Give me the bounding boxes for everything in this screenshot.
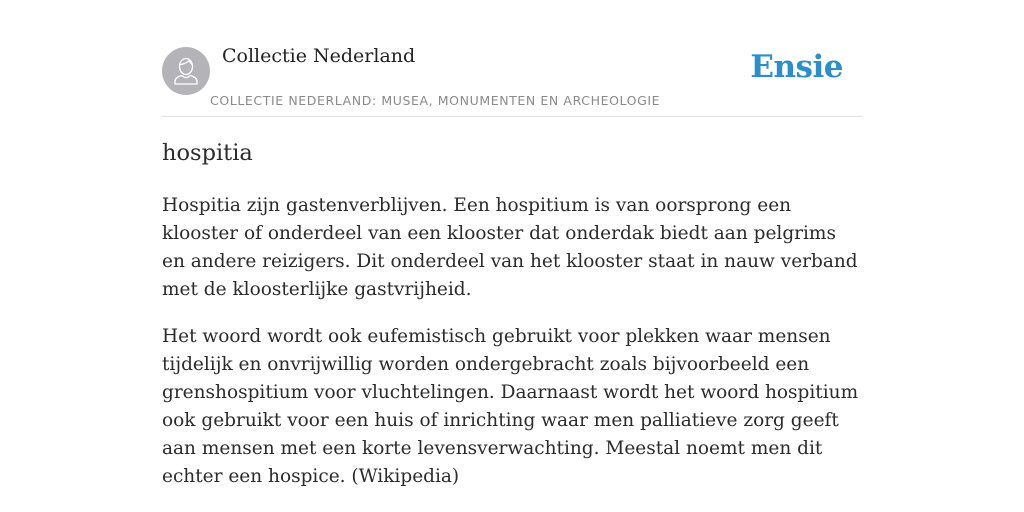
user-silhouette-icon [162,47,210,95]
entry-header [162,0,862,117]
entry-title: hospitia [162,140,253,166]
entry-paragraph-2: Het woord wordt ook eufemistisch gebruikt voor plekken waar mensen tijdelijk en onvrijwillig worden ondergebracht zoals bijvoorbeeld een grenshospitium voor vluchtelingen. Daarnaast wordt het woord hospitium ook gebruikt voor een huis of inrichting waar men palliatieve zorg geeft aan mensen met een korte levensverwachting. Meestal noemt men dit echter een hospice. (Wikipedia) [162,326,859,487]
entry-card [162,0,862,512]
entry-body [162,192,862,510]
author-avatar[interactable] [162,47,210,95]
brand-logo[interactable]: Ensie [750,49,843,85]
author-name[interactable]: Collectie Nederland [222,45,416,67]
author-subtitle: COLLECTIE NEDERLAND: MUSEA, MONUMENTEN EN ARCHEOLOGIE [210,93,661,108]
entry-paragraph-1: Hospitia zijn gastenverblijven. Een hospitium is van oorsprong een klooster of onderdeel van een klooster dat onderdak biedt aan pelgrims en andere reizigers. Dit onderdeel van het klooster staat in nauw verband met de kloosterlijke gastvrijheid. [162,195,858,300]
